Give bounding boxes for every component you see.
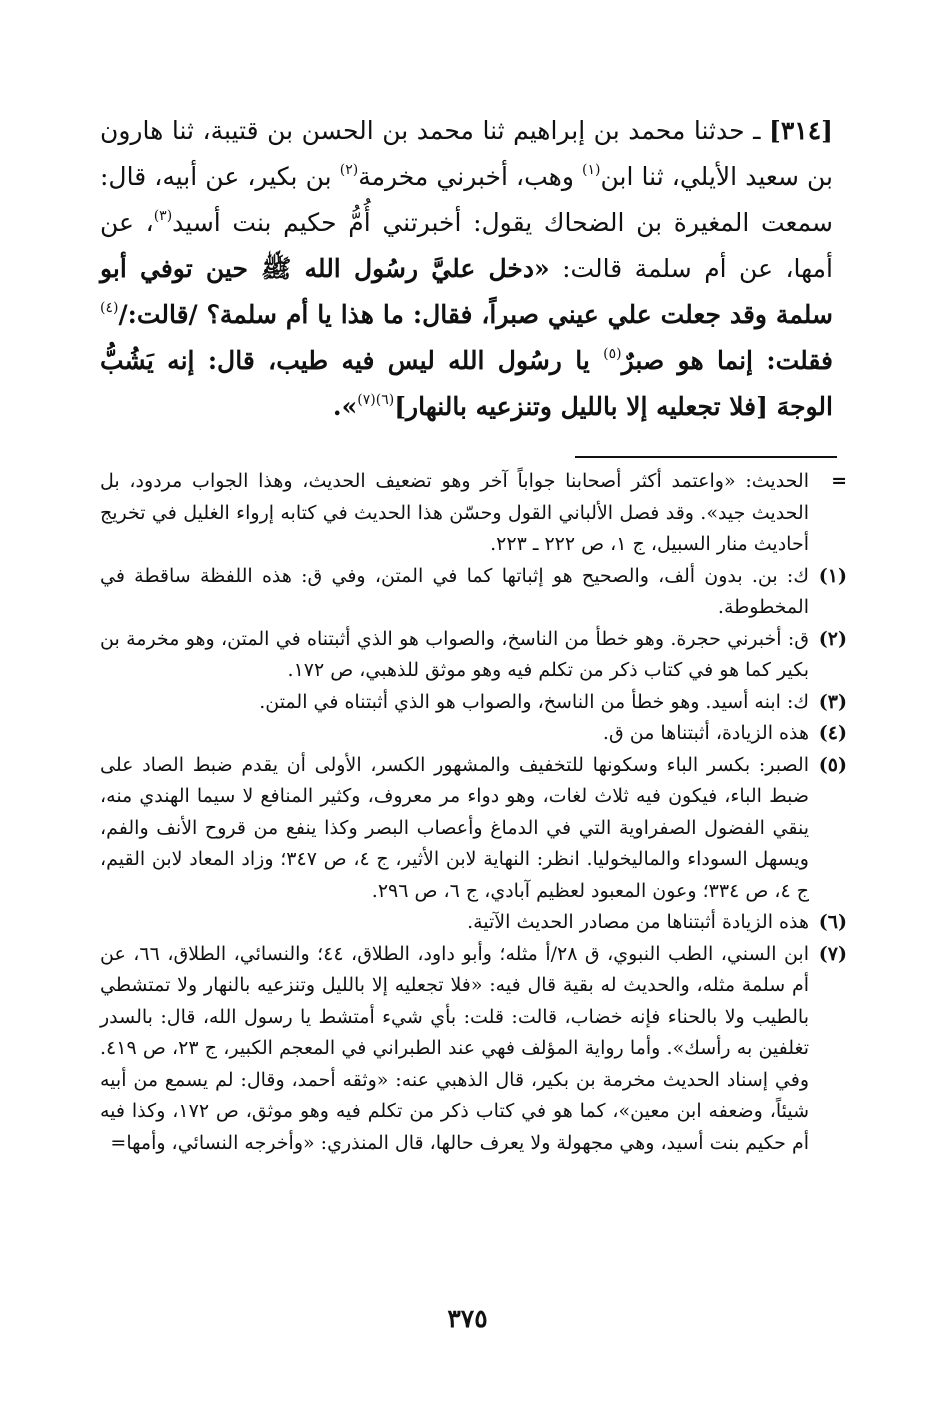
footnote-ref: (١) — [582, 162, 601, 178]
matn-segment: يا رسُول الله ليس فيه طيب، قال: إنه يَشُبُّ الوجهَ [فلا تجعليه إلا بالليل وتنزعيه بالنهار]$^{(٦)(٧)}$ — [100, 346, 833, 421]
hadith-block — [100, 108, 833, 430]
hadith-paragraph — [100, 108, 833, 430]
isnad-segment: بن بكير، عن أبيه، قال: سمعت المغيرة بن الضحاك يقول: أخبرتني أُمُّ حكيم بنت أسيد$^{(٣)}$ — [100, 162, 834, 237]
footnote-1: (١) ك: بن. بدون ألف، والصحيح هو إثباتها كما في المتن، وفي ق: هذه اللفظة ساقطة في المخطوطة. — [100, 564, 847, 618]
matn-segment: فقلت: إنما هو صبرٌ$^{(٥)}$ — [603, 346, 833, 375]
footnote-ref: (٢) — [339, 162, 359, 178]
isnad-segment: وهب، أخبرني مخرمة$^{(٢)}$ — [339, 162, 583, 191]
matn-segment: «دخل عليَّ رسُول الله ﷺ حين توفي أبو سلمة وقد جعلت علي عيني صبراً، فقال: ما هذا يا أم سلمة؟ /قالت:/$^{(٤)}$ — [100, 254, 833, 329]
footnote-ref: (٤) — [100, 300, 119, 316]
footnote-4: (٤) هذه الزيادة، أثبتناها من ق. — [602, 722, 847, 744]
footnote-separator — [575, 456, 837, 458]
isnad-segment: ، عن أمها، عن أم سلمة قالت: — [100, 208, 833, 283]
footnote-3: (٣) ك: ابنه أسيد. وهو خطأ من الناسخ، والصواب هو الذي أثبتناه في المتن. — [259, 690, 847, 713]
footnote-5: (٥) الصبر: بكسر الباء وسكونها للتخفيف والمشهور الكسر، الأولى أن يقدم ضبط الصاد على ضبط الباء، فيكون فيه ثلاث لغات، وهو دواء مر معروف، وكثير المنافع لا سيما الهندي منه، ينقي الفضول الصفراوية التي في الدماغ وأعصاب البصر وكذا ينفع من قروح الأنف والفم، ويسهل السوداء والماليخوليا. انظر: النهاية لابن الأثير، ج ٤، ص ٣٤٧؛ وزاد المعاد لابن القيم، ج ٤، ص ٣٣٤؛ وعون المعبود لعظيم آبادي، ج ٦، ص ٢٩٦. — [100, 753, 847, 902]
matn-segment: ». — [332, 392, 358, 421]
footnote-ref: (٥) — [603, 346, 622, 362]
hadith-number: [٣١٤] — [769, 116, 833, 145]
footnote-ref: (٦)(٧) — [357, 392, 395, 408]
footnote-2: (٢) ق: أخبرني حجرة. وهو خطأ من الناسخ، والصواب هو الذي أثبتناه في المتن، وهو مخرمة بن بكير كما هو في كتاب ذكر من تكلم فيه وهو موثق للذهبي، ص ١٧٢. — [100, 627, 847, 681]
isnad-segment: ـ حدثنا محمد بن إبراهيم ثنا محمد بن الحسن بن قتيبة، ثنا هارون بن سعيد الأيلي، ثنا ابن$^{(١)}$ — [100, 116, 833, 191]
footnote-6: (٦) هذه الزيادة أثبتناها من مصادر الحديث الآتية. — [467, 911, 847, 933]
footnotes-block — [100, 466, 847, 1159]
footnote-continuation: = الحديث: «واعتمد أكثر أصحابنا جواباً آخر وهو تضعيف الحديث، وهذا الجواب مردود، بل الحديث جيد». وقد فصل الألباني القول وحسّن هذا الحديث في كتابه إرواء الغليل في تخريج أحاديث منار السبيل، ج ١، ص ٢٢٢ ـ ٢٢٣. — [100, 470, 847, 555]
footnote-7: (٧) ابن السني، الطب النبوي، ق ٢٨/أ مثله؛ وأبو داود، الطلاق، ٤٤؛ والنسائي، الطلاق، ٦٦، عن أم سلمة مثله، والحديث له بقية قال فيه: «فلا تجعليه إلا بالليل وتنزعيه بالنهار ولا تمتشطي بالطيب ولا بالحناء فإنه خضاب، قالت: قلت: بأي شيء أمتشط يا رسول الله، قال: بالسدر تغلفين به رأسك». وأما رواية المؤلف فهي عند الطبراني في المعجم الكبير، ج ٢٣، ص ٤١٩. وفي إسناد الحديث مخرمة بن بكير، قال الذهبي عنه: «وثقه أحمد، وقال: لم يسمع من أبيه شيئاً، وضعفه ابن معين»، كما هو في كتاب ذكر من تكلم فيه وهو موثق، ص ١٧٢، وكذا فيه أم حكيم بنت أسيد، وهي مجهولة ولا يعرف حالها، قال المنذري: «وأخرجه النسائي، وأمها= — [100, 942, 847, 1154]
page-number: ٣٧٥ — [447, 1304, 488, 1333]
footnote-ref: (٣) — [153, 208, 173, 224]
